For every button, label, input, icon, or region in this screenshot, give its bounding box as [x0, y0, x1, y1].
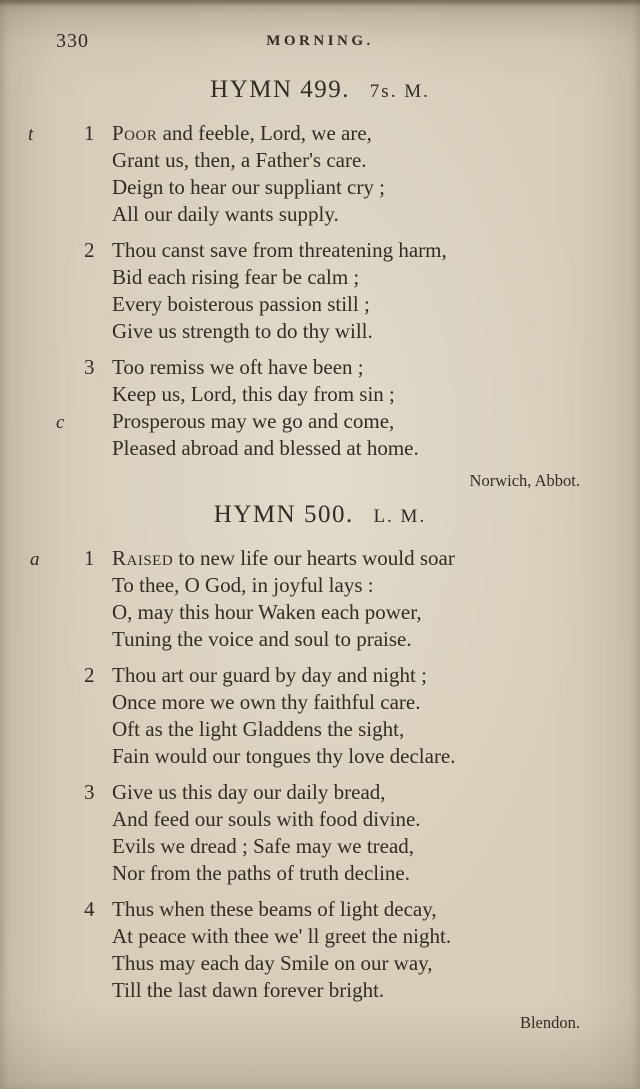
verse-line: Thou art our guard by day and night ; [112, 663, 427, 687]
hymn-500-title [58, 501, 582, 529]
verse-line: Grant us, then, a Father's care. [112, 148, 367, 172]
verse-line: Deign to hear our suppliant cry ; [112, 175, 385, 199]
verse-line: Thou canst save from threatening harm, [112, 238, 447, 262]
verse-line: Keep us, Lord, this day from sin ; [112, 382, 395, 406]
stanza-500-3 [58, 779, 582, 887]
hymn-499-meter: 7s. M. [369, 81, 430, 102]
lead-word: Poor [112, 121, 158, 145]
verse-line: Pleased abroad and blessed at home. [112, 436, 419, 460]
stanza-number: 1 [84, 121, 95, 145]
stanza-499-1 [28, 120, 582, 228]
stanza-500-4 [58, 896, 582, 1004]
stanza-number: 2 [84, 663, 95, 687]
verse-line: Thus may each day Smile on our way, [112, 951, 433, 975]
verse-line: Give us this day our daily bread, [112, 780, 386, 804]
margin-mark-t: t [28, 124, 34, 145]
verse-line: Tuning the voice and soul to praise. [112, 627, 412, 651]
verse-line: Evils we dread ; Safe may we tread, [112, 834, 415, 858]
verse-line: To thee, O God, in joyful lays : [112, 573, 374, 597]
stanza-500-1 [30, 545, 582, 653]
hymn-500-meter: L. M. [373, 506, 427, 527]
verse-line [112, 120, 582, 147]
verse-line: O, may this hour Waken each power, [112, 600, 422, 624]
tune-attribution: Norwich, Abbot. [469, 471, 580, 490]
margin-mark-c: c [56, 412, 65, 433]
verse-line: Thus when these beams of light decay, [112, 897, 437, 921]
hymn-499 [28, 76, 582, 491]
verse-line: Nor from the paths of truth decline. [112, 861, 410, 885]
stanza-number: 4 [84, 897, 95, 921]
verse-line-text: and feeble, Lord, we are, [162, 121, 372, 145]
verse-line: Once more we own thy faithful care. [112, 690, 421, 714]
hymn-499-title [58, 76, 582, 104]
verse-line: Prosperous may we go and come, [112, 409, 395, 433]
stanza-number: 2 [84, 238, 95, 262]
verse-line: And feed our souls with food divine. [112, 807, 421, 831]
page-number: 330 [56, 30, 89, 52]
margin-mark-a: a [30, 549, 40, 570]
hymn-500 [30, 501, 582, 1033]
running-title: MORNING. [266, 33, 374, 49]
verse-line: Every boisterous passion still ; [112, 292, 370, 316]
tune-attribution: Blendon. [519, 1013, 580, 1032]
verse-line: At peace with thee we' ll greet the night. [112, 924, 452, 948]
verse-line: Bid each rising fear be calm ; [112, 265, 360, 289]
verse-line-text: to new life our hearts would soar [178, 546, 455, 570]
lead-word: Raised [112, 546, 174, 570]
stanza-number: 1 [84, 546, 95, 570]
verse-line: Till the last dawn forever bright. [112, 978, 385, 1002]
hymn-500-number: HYMN 500. [213, 501, 354, 528]
page-header [58, 30, 582, 56]
stanza-number: 3 [84, 780, 95, 804]
verse-line: All our daily wants supply. [112, 202, 339, 226]
verse-line: Oft as the light Gladdens the sight, [112, 717, 405, 741]
stanza-499-3 [58, 354, 582, 462]
verse-line [112, 545, 582, 572]
hymn-499-number: HYMN 499. [210, 76, 351, 103]
verse-line: Too remiss we oft have been ; [112, 355, 364, 379]
verse-line: Fain would our tongues thy love declare. [112, 744, 456, 768]
verse-line: Give us strength to do thy will. [112, 319, 373, 343]
stanza-500-2 [58, 662, 582, 770]
stanza-499-2 [58, 237, 582, 345]
stanza-number: 3 [84, 355, 95, 379]
